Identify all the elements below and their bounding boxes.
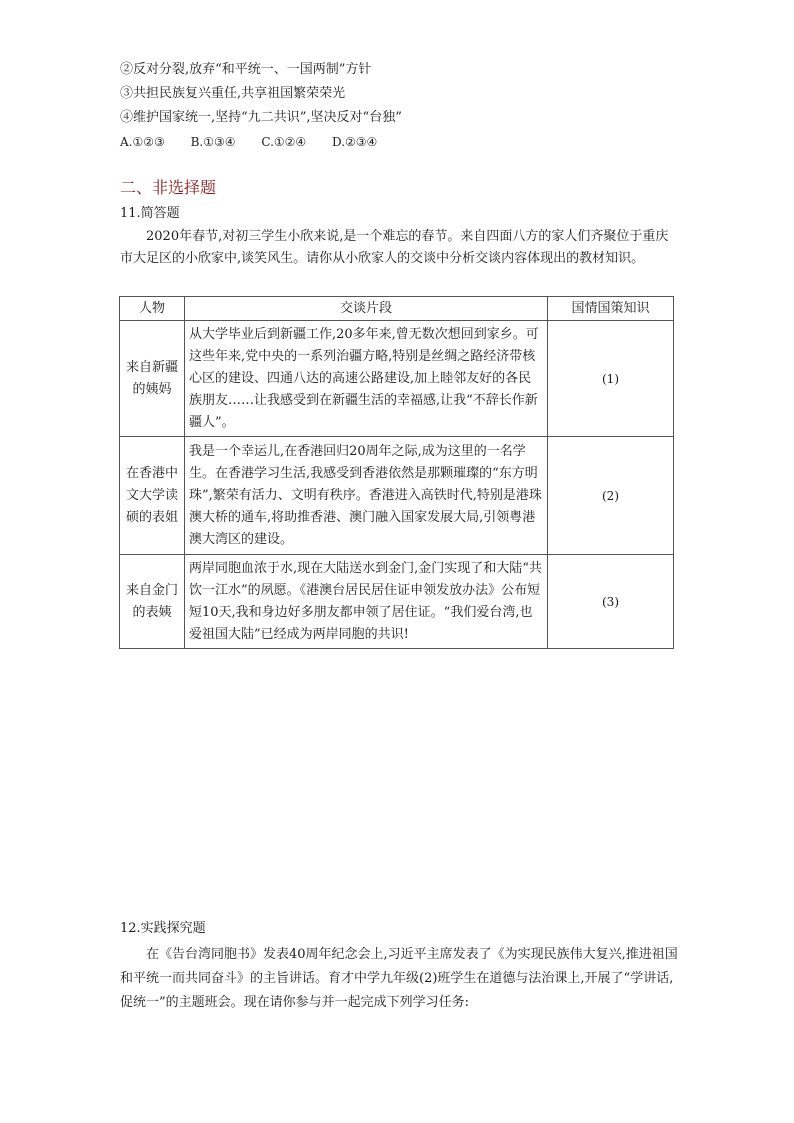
table-row xyxy=(120,437,674,555)
choice-d: D.②③④ xyxy=(332,135,378,149)
row-person: 在香港中文大学读硕的表姐 xyxy=(120,437,185,555)
option-2: ②反对分裂,放弃“和平统一、一国两制”方针 xyxy=(120,62,372,77)
row-fragment: 从大学毕业后到新疆工作,20多年来,曾无数次想回到家乡。可这些年来,党中央的一系列治疆方略,特别是丝绸之路经济带核心区的建设、四通八达的高速公路建设,加上睦邻友好的各民族朋友……让我感受到在新疆生活的幸福感,让我“不辞长作新疆人”。 xyxy=(185,321,548,437)
row-person: 来自金门的表姨 xyxy=(120,555,185,649)
table-row xyxy=(120,321,674,437)
q12-stem: 在《告台湾同胞书》发表40周年纪念会上,习近平主席发表了《为实现民族伟大复兴,推进祖国和平统一而共同奋斗》的主旨讲话。育才中学九年级(2)班学生在道德与法治课上,开展了“学讲话,促统一”的主题班会。现在请你参与并一起完成下列学习任务: xyxy=(120,947,678,1010)
answer-choices xyxy=(120,132,399,152)
q12-title: 12.实践探究题 xyxy=(120,921,206,936)
row-fragment: 两岸同胞血浓于水,现在大陆送水到金门,金门实现了和大陆“共饮一江水”的夙愿。《港澳台居民居住证申领发放办法》公布短短10天,我和身边好多朋友都申领了居住证。“我们爱台湾,也爱祖国大陆”已经成为两岸同胞的共识! xyxy=(185,555,548,649)
header-fragment: 交谈片段 xyxy=(185,297,548,321)
row-knowledge-blank: (1) xyxy=(548,321,674,437)
q11-stem: 2020年春节,对初三学生小欣来说,是一个难忘的春节。来自四面八方的家人们齐聚位于重庆市大足区的小欣家中,谈笑风生。请你从小欣家人的交谈中分析交谈内容体现出的教材知识。 xyxy=(120,229,669,266)
choice-c: C.①②④ xyxy=(261,135,307,149)
option-3: ③共担民族复兴重任,共享祖国繁荣荣光 xyxy=(120,86,346,101)
q11-title: 11.简答题 xyxy=(120,206,180,221)
choice-a: A.①②③ xyxy=(120,135,165,149)
row-person: 来自新疆的姨妈 xyxy=(120,321,185,437)
row-knowledge-blank: (3) xyxy=(548,555,674,649)
section-title: 二、非选择题 xyxy=(120,178,217,197)
conversation-table xyxy=(119,296,674,649)
option-4: ④维护国家统一,坚持“九二共识”,坚决反对“台独” xyxy=(120,110,402,125)
row-knowledge-blank: (2) xyxy=(548,437,674,555)
choice-b: B.①③④ xyxy=(190,135,236,149)
header-person: 人物 xyxy=(120,297,185,321)
header-knowledge: 国情国策知识 xyxy=(548,297,674,321)
table-header-row xyxy=(120,297,674,321)
row-fragment: 我是一个幸运儿,在香港回归20周年之际,成为这里的一名学生。在香港学习生活,我感受到香港依然是那颗璀璨的“东方明珠”,繁荣有活力、文明有秩序。香港进入高铁时代,特别是港珠澳大桥的通车,将助推香港、澳门融入国家发展大局,引领粤港澳大湾区的建设。 xyxy=(185,437,548,555)
table-row xyxy=(120,555,674,649)
